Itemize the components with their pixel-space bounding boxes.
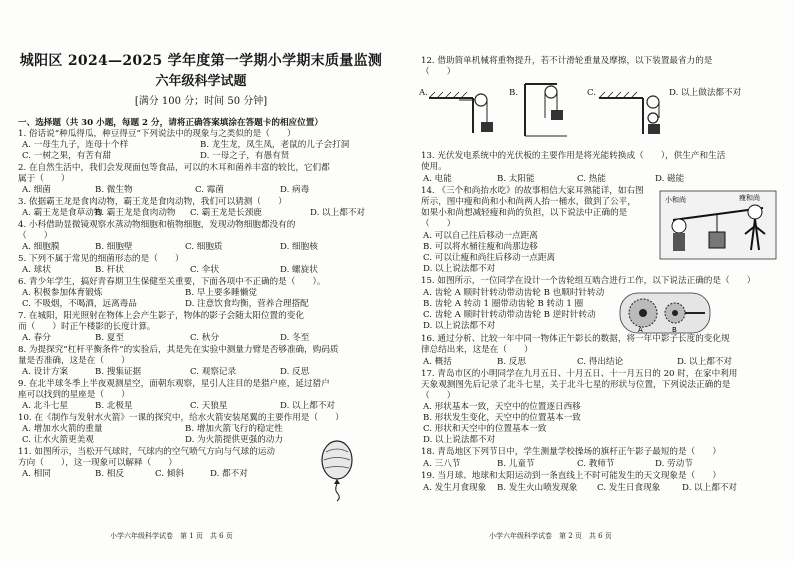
question-text-line: D. 以上都不对 bbox=[310, 208, 366, 218]
question-text-line: B. 北极星 bbox=[95, 401, 133, 411]
question-text-line: C. 伞状 bbox=[190, 265, 219, 275]
question-text-line: D. 磁能 bbox=[655, 174, 685, 184]
question-text-line: B. 形状发生变化，天空中的位置基本一致 bbox=[423, 413, 581, 423]
question-text-line: 天象观测图先后记录了北斗七星，关于北斗七星的形状与位置，下列说法正确的是 bbox=[421, 380, 731, 390]
question-text-line: 11. 如图所示，当松开气球时，气球内的空气喷气方向与气球的运动 bbox=[18, 447, 276, 457]
question-text-line: C. bbox=[587, 88, 597, 98]
gears-figure bbox=[619, 292, 711, 334]
question-text-line: C. 教师节 bbox=[577, 459, 615, 469]
question-text-line: C. 霸王龙是长颈鹿 bbox=[190, 208, 262, 218]
question-text-line: B. 微生物 bbox=[95, 185, 133, 195]
question-text-line: B. 相反 bbox=[95, 469, 124, 479]
monks-figure bbox=[659, 190, 777, 260]
question-text-line: B. bbox=[509, 88, 519, 98]
question-text-line: 4. 小科借助显微镜观察水蒸动物细胞和植物细胞，发现动物细胞都没有的 bbox=[18, 220, 296, 230]
question-text-line: A. 球状 bbox=[22, 265, 51, 275]
question-text-line: B. 早上要多睡懒觉 bbox=[185, 288, 257, 298]
question-text-line: 15. 如图所示，一位同学在设计一个齿轮组互啮合进行工作，以下说法正确的是（ ） bbox=[421, 276, 756, 286]
question-text-line: 18. 青岛地区下列节日中，学生测量学校操场的旗杆正午影子最短的是（ ） bbox=[421, 447, 721, 457]
question-text-line: 17. 青岛市区的小明同学在九月五日、十月五日、十一月五日的 20 时，在家中利用 bbox=[421, 369, 738, 379]
question-text-line: C. 热能 bbox=[577, 174, 606, 184]
label-gear-b: B bbox=[672, 326, 677, 334]
question-text-line: （ ） bbox=[18, 231, 53, 241]
question-text-line: C. 秋分 bbox=[190, 333, 219, 343]
exam-info: [满分 100 分；时间 50 分钟] bbox=[134, 96, 268, 107]
question-text-line: B. 发生火山喷发现象 bbox=[497, 483, 578, 493]
question-text-line: A. 细胞膜 bbox=[22, 242, 60, 252]
question-text-line: C. 齿轮 A 顺时针转动带动齿轮 B 逆时针转动 bbox=[423, 310, 596, 320]
footer-page-1: 小学六年级科学试卷 第 1 页 共 6 页 bbox=[110, 532, 233, 540]
question-text-line: D. 注意饮食均衡，营养合理搭配 bbox=[185, 299, 309, 309]
question-text-line: 13. 光伏发电系统中的光伏板的主要作用是将光能转换成（ ），供生产和生活 bbox=[421, 151, 726, 161]
exam-subtitle: 六年级科学试题 bbox=[155, 74, 247, 89]
question-text-line: B. 反思 bbox=[497, 357, 526, 367]
question-text-line: C. 得出结论 bbox=[577, 357, 624, 367]
exam-title: 城阳区 2024—2025 学年度第一学期小学期末质量监测 bbox=[19, 53, 383, 69]
question-text-line: 1. 俗话说“种瓜得瓜，种豆得豆”下列说法中的现象与之类似的是（ ） bbox=[18, 129, 296, 139]
question-text-line: B. 霸王龙是食肉动物 bbox=[95, 208, 176, 218]
question-text-line: A. 电能 bbox=[423, 174, 452, 184]
question-text-line: 16. 通过分析、比较一年中同一物体正午影长的数据，将一年中影子长度的变化规 bbox=[421, 334, 730, 344]
question-text-line: C. 细胞质 bbox=[185, 242, 223, 252]
question-text-line: B. 增加火箭飞行的稳定性 bbox=[185, 424, 283, 434]
question-text-line: B. 太阳能 bbox=[497, 174, 535, 184]
question-text-line: B. 龙生龙，凤生凤，老鼠的儿子会打洞 bbox=[200, 140, 350, 150]
question-text-line: A. 概括 bbox=[423, 357, 452, 367]
question-text-line: 14. 《三个和尚抬水吃》的故事相信大家耳熟能详，如右图 bbox=[421, 186, 644, 196]
question-text-line: A. 霸王龙是食草动物 bbox=[22, 208, 103, 218]
question-text-line: 8. 为提探究“杠杆平衡条件”的实验后，其是先在实验中测量力臂是否够准确，购码质 bbox=[18, 345, 339, 355]
question-text-line: D. 以上说法都不对 bbox=[423, 321, 496, 331]
question-text-line: A. 形状基本一致，天空中的位置逐日西移 bbox=[423, 402, 581, 412]
question-text-line: 3. 依据霸王龙是食肉动物，霸王龙是食肉动物，我们可以猜测（ ） bbox=[18, 197, 287, 207]
question-text-line: 属于（ ） bbox=[18, 174, 70, 184]
question-text-line: 5. 下列不属于常见的细菌形态的是（ ） bbox=[18, 254, 184, 264]
question-text-line: 量是否准确，这是在（ ） bbox=[18, 356, 130, 366]
question-text-line: B. 搜集证据 bbox=[95, 367, 142, 377]
question-text-line: 而（ ）时正午楼影的长度计算。 bbox=[18, 322, 156, 332]
pulley-figure-c bbox=[595, 78, 665, 140]
question-text-line: D. 劳动节 bbox=[655, 459, 693, 469]
question-text-line: （ ） bbox=[421, 67, 456, 77]
question-text-line: D. 病毒 bbox=[280, 185, 310, 195]
question-text-line: B. 可以将水桶往瘦和尚那边移 bbox=[423, 242, 538, 252]
question-text-line: 如果小和尚想减轻瘦和尚的负担，以下说法中正确的是 bbox=[421, 208, 628, 218]
question-text-line: B. 细胞壁 bbox=[95, 242, 133, 252]
question-text-line: D. 冬至 bbox=[280, 333, 310, 343]
question-text-line: 12. 借助简单机械将重物提升，若不计滑轮重量及摩擦，以下装置最省力的是 bbox=[421, 56, 713, 66]
question-text-line: C. 倾斜 bbox=[155, 469, 184, 479]
question-text-line: A. 相同 bbox=[22, 469, 51, 479]
question-text-line: D. 螺旋状 bbox=[280, 265, 318, 275]
question-text-line: B. 儿童节 bbox=[497, 459, 535, 469]
question-text-line: C. 一树之果，有苦有甜 bbox=[22, 151, 112, 161]
question-text-line: A. 增加水火箭的重量 bbox=[22, 424, 103, 434]
question-text-line: D. 一母之子，有愚有贤 bbox=[200, 151, 290, 161]
pulley-figure-b bbox=[517, 78, 577, 140]
question-text-line: C. 发生日食现象 bbox=[597, 483, 661, 493]
question-text-line: D. 都不对 bbox=[210, 469, 248, 479]
question-text-line: 使用。 bbox=[421, 162, 447, 172]
question-text-line: D. 为火箭提供更强的动力 bbox=[185, 435, 283, 445]
question-text-line: B. 杆状 bbox=[95, 265, 124, 275]
question-text-line: 2. 在自然生活中，我们会发现面包等食品，可以的木耳和菌养丰富的较比，它们都 bbox=[18, 163, 330, 173]
question-text-line: 一、选择题（共 30 小题，每题 2 分，请将正确答案填涂在答题卡的相应位置） bbox=[18, 118, 323, 128]
question-text-line: A. 积极参加体育锻炼 bbox=[22, 288, 103, 298]
question-text-line: C. 可以让瘦和尚往后移动一点距离 bbox=[423, 253, 556, 263]
question-text-line: C. 不吸烟，不喝酒，远离毒品 bbox=[22, 299, 137, 309]
question-text-line: A. 细菌 bbox=[22, 185, 51, 195]
question-text-line: A. 可以自己往后移动一点距离 bbox=[423, 231, 538, 241]
question-text-line: C. 天狼星 bbox=[190, 401, 228, 411]
question-text-line: C. 让水火箭更美观 bbox=[22, 435, 94, 445]
question-text-line: C. 霉菌 bbox=[195, 185, 224, 195]
question-text-line: D. 以上都不对 bbox=[682, 483, 738, 493]
question-text-line: A. bbox=[419, 88, 428, 98]
question-text-line: C. 形状和天空中的位置基本一致 bbox=[423, 424, 547, 434]
question-text-line: （ ） bbox=[421, 219, 456, 229]
question-text-line: 方向（ ），这一现象可以解释（ ） bbox=[18, 458, 177, 468]
question-text-line: A. 一母生九子，连母十个样 bbox=[22, 140, 129, 150]
question-text-line: A. 设计方案 bbox=[22, 367, 69, 377]
page-2 bbox=[397, 0, 794, 561]
question-text-line: A. 北斗七星 bbox=[22, 401, 69, 411]
question-text-line: D. 反思 bbox=[280, 367, 310, 377]
question-text-line: D. 以上都不对 bbox=[280, 401, 336, 411]
question-text-line: 所示，图中瘦和尚和小和尚两人抬一桶水，做到了公平， bbox=[421, 197, 636, 207]
question-text-line: A. 齿轮 A 顺时针转动带动齿轮 B 也顺时针转动 bbox=[423, 288, 605, 298]
question-text-line: A. 发生月食现象 bbox=[423, 483, 487, 493]
label-small-monk: 小和尚 bbox=[665, 196, 686, 204]
balloon-figure bbox=[312, 438, 362, 502]
question-text-line: 6. 青少年学生，搞好青春期卫生保健至关重要，下面各项中不正确的是（ ）。 bbox=[18, 277, 326, 287]
label-gear-a: A bbox=[638, 326, 643, 334]
question-text-line: （ ） bbox=[421, 391, 456, 401]
question-text-line: D. 以上说法都不对 bbox=[423, 435, 496, 445]
label-thin-monk: 瘦和尚 bbox=[739, 194, 760, 202]
question-text-line: 19. 当月球、地球和太阳运动到一条直线上不时可能发生的天文现象是（ ） bbox=[421, 471, 721, 481]
footer-page-2: 小学六年级科学试卷 第 2 页 共 6 页 bbox=[489, 532, 612, 540]
question-text-line: D. 细胞核 bbox=[280, 242, 318, 252]
question-text-line: 10. 在《制作与发射水火箭》一课的探究中，给水火箭安装尾翼的主要作用是（ ） bbox=[18, 413, 344, 423]
question-text-line: 7. 在城阳，阳光照射在物体上会产生影子，物体的影子会随太阳位置的变化 bbox=[18, 311, 304, 321]
question-text-line: D. 以上做法都不对 bbox=[669, 88, 742, 98]
question-text-line: B. 齿轮 A 转动 1 圈带动齿轮 B 转动 1 圈 bbox=[423, 299, 584, 309]
question-text-line: A. 春分 bbox=[22, 333, 51, 343]
pulley-figure-a bbox=[429, 78, 501, 140]
question-text-line: C. 观察记录 bbox=[190, 367, 237, 377]
question-text-line: A. 三八节 bbox=[423, 459, 461, 469]
question-text-line: 律总结出来，这是在（ ） bbox=[421, 345, 533, 355]
question-text-line: 座可以找到的星座是（ ） bbox=[18, 390, 130, 400]
question-text-line: 9. 在北半球冬季上半夜观测星空，面朝东观察，星引人注目的是猎户座，延过猎户 bbox=[18, 379, 330, 389]
question-text-line: B. 夏至 bbox=[95, 333, 124, 343]
question-text-line: D. 以上说法都不对 bbox=[423, 264, 496, 274]
question-text-line: D. 以上都不对 bbox=[677, 357, 733, 367]
